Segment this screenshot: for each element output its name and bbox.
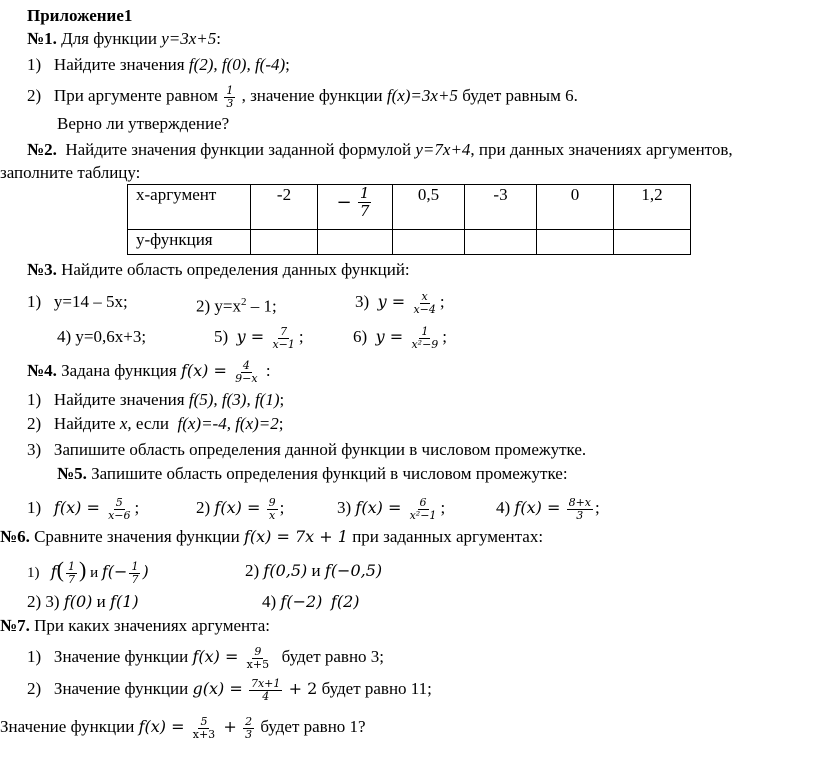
task-2-number: №2. — [27, 140, 57, 159]
item-number: 2) — [196, 498, 211, 517]
item-number: 3) — [27, 440, 42, 459]
item-lhs: f(x) = — [214, 498, 261, 517]
item-text: При аргументе равном — [53, 86, 219, 105]
item-text: Значение функции — [0, 717, 135, 736]
item-number: 1) — [27, 390, 42, 409]
close-paren: ) — [142, 562, 149, 581]
fraction — [411, 291, 437, 316]
table-cell — [614, 230, 691, 255]
task-1-question: Верно ли утверждение? — [57, 114, 230, 133]
item-text: Найдите значения — [53, 390, 185, 409]
task-4-item-1 — [27, 389, 284, 411]
frac-den: 3 — [576, 508, 584, 522]
frac-minus: − — [336, 192, 352, 213]
item-number: 4) — [262, 592, 277, 611]
item-lhs: y = — [377, 292, 406, 311]
task-6-text2: при заданных аргументах: — [352, 527, 544, 546]
item-end: ; — [285, 55, 290, 74]
item-func: f(−2) — [280, 592, 323, 611]
row-label: y-функция — [128, 230, 251, 255]
frac-num: 4 — [242, 358, 250, 372]
task-2-text2: , при данных значениях аргументов, — [470, 140, 733, 159]
task-3-item-3 — [355, 288, 445, 316]
item-end: будет равно 11; — [321, 679, 432, 698]
task-5-item-2 — [196, 493, 284, 523]
task-7-item-3 — [0, 712, 366, 742]
item-func: 2) y=x — [196, 296, 241, 316]
frac-den: x — [268, 508, 276, 522]
colon: : — [265, 361, 271, 380]
frac-num: 1 — [68, 560, 75, 574]
task-3-item-6 — [353, 323, 447, 351]
frac-den: 3 — [245, 727, 253, 741]
fraction — [106, 497, 132, 522]
item-number: 2) — [245, 561, 260, 580]
task-7-item-2 — [27, 674, 432, 704]
row-label: x-аргумент — [128, 185, 251, 230]
item-number: 6) — [353, 327, 368, 346]
fraction — [245, 646, 271, 671]
task-4-lhs: f(x) = — [180, 361, 227, 380]
frac-num: 1 — [421, 324, 429, 338]
item-number: 2) 3) — [27, 592, 60, 611]
task-7-number: №7. — [0, 616, 30, 635]
semicolon: ; — [279, 498, 285, 517]
task-6-item-2 — [245, 560, 382, 582]
item-number: 5) — [214, 327, 229, 346]
table-cell: -3 — [465, 185, 537, 230]
item-end: будет равно 3; — [281, 647, 385, 666]
task-2-header — [27, 139, 733, 161]
task-6-item-4 — [262, 591, 360, 613]
table-cell — [465, 230, 537, 255]
task-5-item-4 — [496, 493, 600, 523]
conjunction: и — [96, 592, 106, 611]
item-number: 1) — [27, 55, 42, 74]
frac-num: 7x+1 — [250, 676, 281, 690]
task-7-header — [0, 615, 270, 637]
item-number: 2) — [27, 86, 42, 105]
table-cell — [251, 230, 318, 255]
item-lhs: f(x) = — [53, 498, 100, 517]
semicolon: ; — [595, 498, 600, 517]
task-3-number: №3. — [27, 260, 57, 279]
semicolon: ; — [134, 498, 140, 517]
task-7-text: При каких значениях аргумента: — [34, 616, 271, 635]
item-lhs: y = — [375, 327, 404, 346]
task-5-header — [57, 463, 568, 485]
task-1-colon: : — [216, 29, 222, 48]
item-number: 3) — [355, 292, 370, 311]
task-1-text: Для функции — [61, 29, 157, 48]
item-lhs: f(x) = — [355, 498, 402, 517]
fraction — [358, 185, 372, 220]
table-row — [128, 185, 691, 230]
task-6-item-1: 1) f( $\frac{1}{7}$ ) и f(− $\frac{1}{7}$ ) — [27, 557, 149, 587]
item-number: 1) — [27, 565, 40, 581]
task-4-item-3 — [27, 439, 586, 461]
task-3-text: Найдите область определения данных функций: — [61, 260, 410, 279]
item-text-if: если — [135, 414, 169, 433]
semicolon: ; — [298, 327, 304, 346]
fraction — [191, 716, 217, 741]
item-values: f(5), f(3), f(1) — [188, 390, 280, 409]
item-text: Найдите — [53, 414, 116, 433]
frac-num: 6 — [419, 495, 427, 509]
item-number: 2) — [27, 679, 42, 698]
item-func: f(0) — [63, 592, 93, 611]
fraction — [567, 497, 593, 522]
item-number: 1) — [27, 292, 42, 311]
semicolon: ; — [440, 498, 446, 517]
item-func-end: – 1; — [246, 296, 277, 316]
task-2-text3: заполните таблицу: — [0, 163, 141, 182]
frac-den: 7 — [131, 573, 139, 587]
item-lhs: f(x) = — [138, 717, 185, 736]
item-func: f(− — [101, 562, 128, 581]
task-1-item-1 — [27, 54, 290, 76]
frac-den: x−4 — [413, 302, 436, 316]
task-5-item-3 — [337, 493, 445, 523]
frac-den: x²−9 — [411, 337, 439, 351]
task-3-item-2 — [196, 288, 277, 321]
task-4-number: №4. — [27, 361, 57, 380]
task-1-header — [27, 28, 221, 50]
item-end: будет равно 1? — [260, 717, 366, 736]
item-func: f(0,5) — [263, 561, 308, 580]
item-lhs: f(x) = — [192, 647, 239, 666]
frac-num: x — [421, 289, 428, 303]
task-6-text: Сравните значения функции — [34, 527, 240, 546]
fraction — [270, 326, 296, 351]
fraction — [409, 326, 440, 351]
frac-den: 4 — [262, 689, 270, 703]
task-5-item-1 — [27, 493, 139, 523]
task-4-header — [27, 357, 271, 385]
frac-den: x²−1 — [409, 508, 437, 522]
item-func: f(−0,5) — [324, 561, 383, 580]
task-3-header — [27, 259, 410, 281]
table-cell-fraction — [318, 185, 393, 230]
item-end: будет равным 6. — [462, 86, 578, 105]
fraction — [66, 561, 77, 586]
frac-num: 1 — [359, 184, 370, 202]
task-6-func: f(x) = 7x + 1 — [243, 527, 348, 546]
item-lhs: y = — [236, 327, 265, 346]
table-cell: 0,5 — [393, 185, 465, 230]
item-text: Найдите значения — [53, 55, 185, 74]
item-func: y=14 – 5x; — [53, 292, 128, 311]
item-number: 2) — [27, 414, 42, 433]
item-text: Значение функции — [53, 647, 189, 666]
fraction — [224, 85, 235, 110]
table-row — [128, 230, 691, 255]
item-number: 4) — [496, 498, 511, 517]
frac-den: x−1 — [272, 337, 295, 351]
table-cell — [393, 230, 465, 255]
task-3-row-1 — [27, 288, 128, 316]
item-var: x, — [119, 414, 132, 433]
frac-den: x+5 — [246, 657, 270, 671]
table-cell: 1,2 — [614, 185, 691, 230]
superscript: 2 — [241, 296, 247, 308]
task-2-func: y=7x+4 — [415, 140, 471, 159]
fraction — [243, 716, 254, 741]
page-title: Приложение1 — [27, 6, 133, 25]
task-6-number: №6. — [0, 527, 30, 546]
item-text: Значение функции — [53, 679, 189, 698]
item-number: 1) — [27, 498, 42, 517]
frac-den: x+3 — [192, 727, 216, 741]
table-cell: 0 — [537, 185, 614, 230]
task-2-text: Найдите значения функции заданной формулой — [65, 140, 412, 159]
item-func: f(x)=3x+5 — [386, 86, 458, 105]
task-4-text: Задана функция — [61, 361, 177, 380]
fraction — [408, 497, 439, 522]
task-6-header — [0, 526, 543, 548]
item-lhs: g(x) = — [192, 679, 243, 698]
item-text: Запишите область определения данной функции в числовом промежутке. — [53, 440, 587, 459]
table-cell — [537, 230, 614, 255]
semicolon: ; — [442, 327, 448, 346]
task-1-item-2 — [27, 82, 578, 110]
item-text-mid: , значение функции — [241, 86, 383, 105]
frac-num: 5 — [200, 714, 208, 728]
item-number: 1) — [27, 647, 42, 666]
item-end: ; — [279, 390, 285, 409]
item-lhs: f(x) = — [514, 498, 561, 517]
frac-num: 5 — [115, 495, 123, 509]
item-number: 3) — [337, 498, 352, 517]
task-7-item-1 — [27, 642, 384, 672]
fraction — [249, 678, 282, 703]
task-3-item-4: 4) y=0,6x+3; — [57, 327, 147, 346]
table-cell — [318, 230, 393, 255]
task-5-text: Запишите область определения функций в числовом промежутке: — [91, 464, 568, 483]
frac-den: 9−x — [235, 371, 258, 385]
task-6-item-3 — [27, 591, 139, 613]
task-4-item-2 — [27, 413, 284, 435]
frac-num: 8+x — [568, 495, 592, 509]
frac-num: 1 — [226, 83, 234, 97]
frac-den: 7 — [68, 573, 75, 587]
frac-num: 1 — [131, 560, 139, 574]
item-end: ; — [278, 414, 284, 433]
frac-den: x−6 — [108, 508, 131, 522]
task-1-number: №1. — [27, 29, 57, 48]
item-func: f(2) — [330, 592, 360, 611]
item-plus: + — [223, 717, 237, 736]
fraction — [267, 497, 278, 522]
semicolon: ; — [439, 292, 445, 311]
conjunction: и — [311, 561, 321, 580]
values-table — [127, 184, 691, 255]
fraction — [233, 360, 259, 385]
item-func: f — [50, 562, 57, 581]
frac-num: 9 — [254, 644, 262, 658]
item-values: f(x)=-4, f(x)=2 — [177, 414, 279, 433]
item-values: f(2), f(0), f(-4) — [188, 55, 286, 74]
task-3-item-5 — [214, 323, 304, 351]
frac-num: 9 — [268, 495, 276, 509]
task-1-func: y=3x+5 — [161, 29, 217, 48]
fraction — [129, 561, 140, 586]
item-plus: + 2 — [288, 679, 318, 698]
frac-den: 3 — [226, 96, 234, 110]
task-5-number: №5. — [57, 464, 87, 483]
frac-num: 7 — [280, 324, 288, 338]
frac-num: 2 — [245, 714, 253, 728]
table-cell: -2 — [251, 185, 318, 230]
frac-den: 7 — [359, 202, 370, 220]
conjunction: и — [90, 565, 99, 581]
item-func: f(1) — [110, 592, 139, 611]
